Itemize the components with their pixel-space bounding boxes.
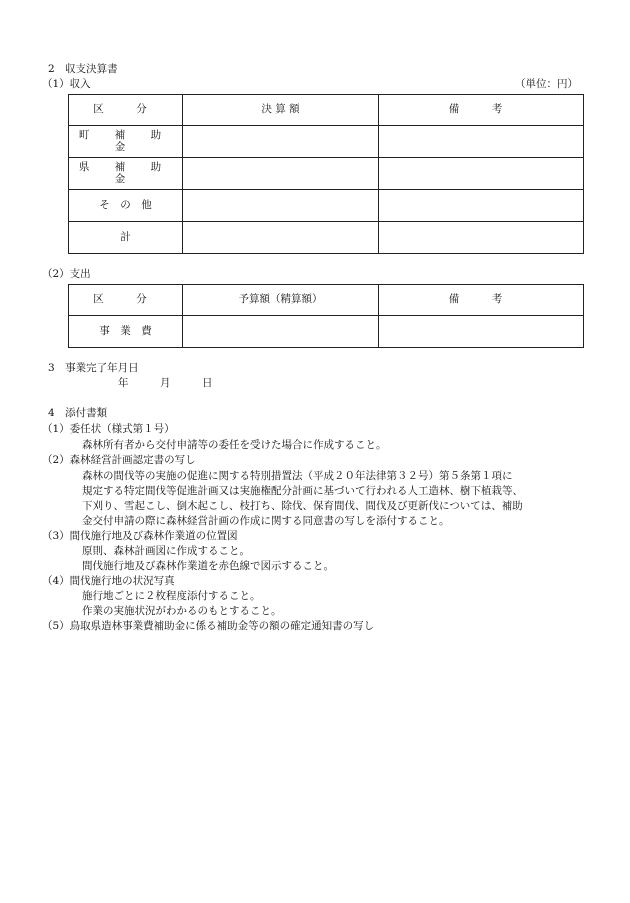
income-cell-remarks bbox=[379, 126, 584, 158]
attachment-1-line-1: 森林所有者から交付申請等の委任を受けた場合に作成すること。 bbox=[82, 439, 387, 451]
expense-cell-remarks bbox=[379, 316, 584, 348]
income-cell-remarks bbox=[379, 158, 584, 190]
table-row bbox=[69, 126, 584, 158]
expense-row-project-cost: 事 業 費 bbox=[69, 316, 183, 348]
table-row bbox=[69, 222, 584, 254]
income-header-category: 区 分 bbox=[69, 95, 183, 126]
section-3-heading: 3 事業完了年月日 bbox=[48, 362, 139, 374]
income-row-prefecture-subsidy: 県 補 助 金 bbox=[69, 158, 183, 190]
income-row-other: そ の 他 bbox=[69, 190, 183, 222]
income-cell-remarks bbox=[379, 222, 584, 254]
section-4-heading: 4 添付書類 bbox=[48, 407, 108, 419]
income-cell-amount bbox=[183, 158, 379, 190]
table-row bbox=[69, 316, 584, 348]
income-row-total: 計 bbox=[69, 222, 183, 254]
income-cell-amount bbox=[183, 126, 379, 158]
attachment-5-label: （5）鳥取県造林事業費補助金に係る補助金等の額の確定通知書の写し bbox=[42, 620, 375, 632]
income-row-town-subsidy: 町 補 助 金 bbox=[69, 126, 183, 158]
attachment-4-line-1: 施行地ごとに２枚程度添付すること。 bbox=[82, 590, 261, 602]
attachment-2-label: （2）森林経営計画認定書の写し bbox=[42, 454, 196, 466]
unit-label: （単位：円） bbox=[515, 78, 578, 90]
table-row bbox=[69, 158, 584, 190]
expense-table bbox=[68, 284, 584, 348]
income-cell-amount bbox=[183, 222, 379, 254]
income-table bbox=[68, 94, 584, 254]
expense-header-row bbox=[69, 285, 584, 316]
attachment-2-line-2: 規定する特定間伐等促進計画又は実施権配分計画に基づいて行われる人工造林、樹下植栽等、 bbox=[82, 485, 523, 497]
expense-header-remarks: 備 考 bbox=[379, 285, 584, 316]
income-header-row bbox=[69, 95, 584, 126]
expense-header-amount: 予算額（精算額） bbox=[183, 285, 379, 316]
section-2-heading: 2 収支決算書 bbox=[48, 63, 118, 75]
table-row bbox=[69, 190, 584, 222]
expense-label: （2）支出 bbox=[42, 268, 91, 280]
attachment-1-label: （1）委任状（様式第１号） bbox=[42, 423, 175, 435]
income-cell-remarks bbox=[379, 190, 584, 222]
expense-cell-amount bbox=[183, 316, 379, 348]
attachment-3-label: （3）間伐施行地及び森林作業道の位置図 bbox=[42, 530, 238, 542]
attachment-2-line-1: 森林の間伐等の実施の促進に関する特別措置法（平成２０年法律第３２号）第５条第１項に bbox=[82, 470, 513, 482]
attachment-4-line-2: 作業の実施状況がわかるのもとすること。 bbox=[82, 605, 282, 617]
income-cell-amount bbox=[183, 190, 379, 222]
attachment-4-label: （4）間伐施行地の状況写真 bbox=[42, 575, 175, 587]
attachment-2-line-4: 金交付申請の際に森林経営計画の作成に関する同意書の写しを添付すること。 bbox=[82, 515, 450, 527]
income-header-amount: 決 算 額 bbox=[183, 95, 379, 126]
attachment-2-line-3: 下刈り、雪起こし、倒木起こし、枝打ち、除伐、保育間伐、間伐及び更新伐については、補助 bbox=[82, 500, 523, 512]
attachment-3-line-2: 間伐施行地及び森林作業道を赤色線で図示すること。 bbox=[82, 560, 334, 572]
income-header-remarks: 備 考 bbox=[379, 95, 584, 126]
completion-date: 年 月 日 bbox=[118, 377, 213, 389]
income-label: （1）収入 bbox=[42, 78, 91, 90]
attachment-3-line-1: 原則、森林計画図に作成すること。 bbox=[82, 545, 250, 557]
expense-header-category: 区 分 bbox=[69, 285, 183, 316]
